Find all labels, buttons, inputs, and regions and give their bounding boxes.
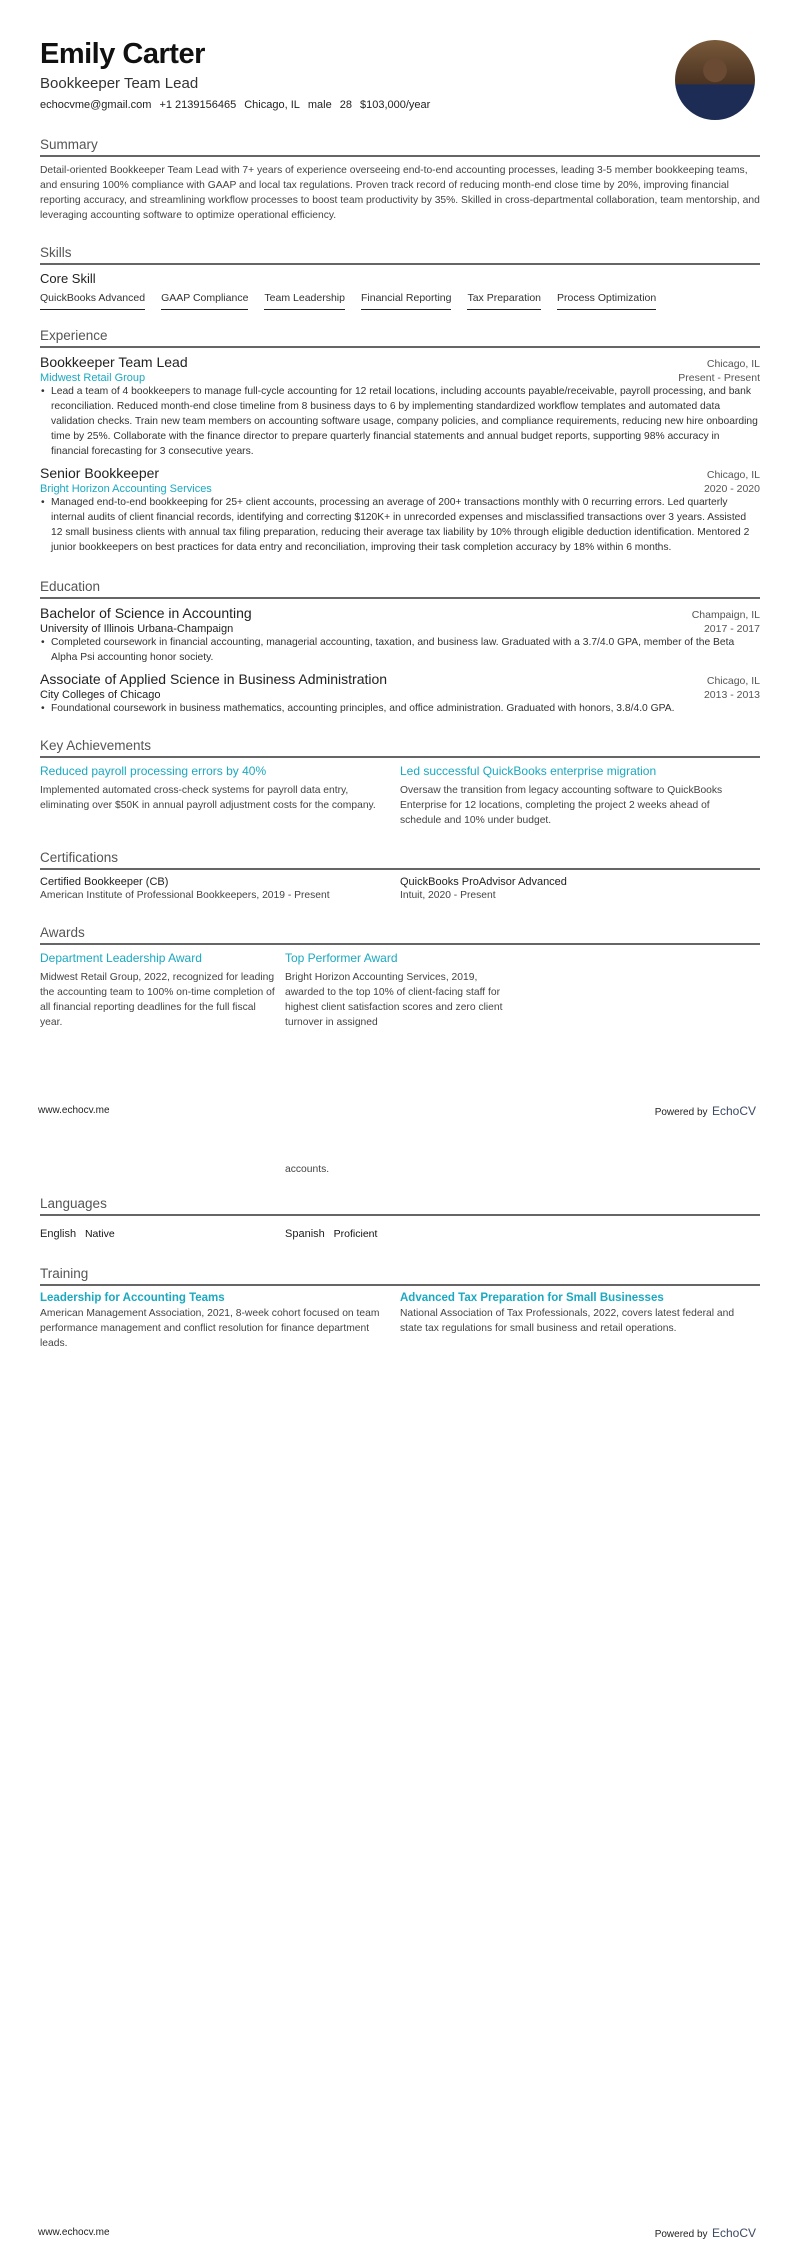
certification-detail: American Institute of Professional Bookkeepers, 2019 - Present (40, 890, 330, 901)
degree: Bachelor of Science in Accounting (40, 605, 252, 621)
language-name: English (40, 1228, 77, 1240)
job-location: Chicago, IL (706, 358, 760, 370)
school-name: City Colleges of Chicago (40, 689, 161, 701)
award-item (285, 951, 530, 1030)
training-title: Advanced Tax Preparation for Small Businesses (400, 1292, 664, 1304)
certification-detail: Intuit, 2020 - Present (400, 890, 496, 901)
company-name: Midwest Retail Group (40, 372, 146, 384)
skill-chip: Financial Reporting (361, 292, 451, 310)
phone[interactable]: +1 2139156465 (159, 99, 237, 111)
summary-text: Detail-oriented Bookkeeper Team Lead with 7+ years of experience overseeing end-to-end accounting processes, leading 3-5 member bookkeeping teams, and ensuring 100% compliance with GAAP and local tax regulations. Proven track record of reducing month-end close time by 20%, improving financial reporting accuracy, and streamlining workflow processes to boost team productivity by 35%. Skilled in cross-departmental collaboration, team mentorship, and leveraging accounting software to optimize operational efficiency. (40, 165, 760, 221)
achievement-item (400, 764, 760, 828)
achievement-item (40, 764, 400, 828)
language-level: Proficient (333, 1228, 378, 1240)
skills-heading: Skills (40, 245, 760, 265)
education-bullet: • Foundational coursework in business mathematics, accounting principles, and office administration. Graduated with honors, 3.8/4.0 GPA. (40, 701, 760, 716)
degree: Associate of Applied Science in Business Administration (40, 671, 388, 687)
footer-site-link[interactable]: www.echocv.me (38, 1105, 110, 1116)
footer-site-link[interactable]: www.echocv.me (38, 2227, 110, 2238)
school-location: Champaign, IL (691, 609, 760, 621)
language-item (40, 1224, 285, 1242)
training-text: National Association of Tax Professionals, 2022, covers latest federal and state tax regulations for small business and retail operations. (400, 1308, 735, 1334)
training-heading: Training (40, 1266, 760, 1286)
award-text: Midwest Retail Group, 2022, recognized for leading the accounting team to 100% on-time completion of all financial reporting deadlines for the full fiscal year. (40, 972, 275, 1028)
certification-name: Certified Bookkeeper (CB) (40, 876, 169, 888)
achievement-text: Oversaw the transition from legacy accounting software to QuickBooks Enterprise for 12 locations, completing the project 2 weeks ahead of schedule and 10% under budget. (400, 785, 723, 826)
language-name: Spanish (285, 1228, 325, 1240)
skill-chip: QuickBooks Advanced (40, 292, 145, 310)
certification-item (40, 876, 400, 903)
echocv-logo: EchoCV (711, 1104, 756, 1118)
job-location: Chicago, IL (706, 469, 760, 481)
language-level: Native (84, 1228, 115, 1240)
job-dates: 2020 - 2020 (703, 483, 760, 495)
education-heading: Education (40, 579, 760, 599)
echocv-logo: EchoCV (711, 2226, 756, 2240)
training-item (400, 1292, 760, 1351)
training-title: Leadership for Accounting Teams (40, 1292, 225, 1304)
job-bullet: • Managed end-to-end bookkeeping for 25+ client accounts, processing an average of 200+ transactions monthly with 0 recurring errors. Led quarterly internal audits of client financial records, identifying and correcting $120K+ in unrecorded expenses and misclassified transactions over 3 years. Assisted 12 small business clients with annual tax filing preparation, reducing their average tax liability by 10% through eligible deduction identification. Mentored 2 junior bookkeepers on best practices for data entry and reconciliation, improving their task completion accuracy by 18% within 6 months. (40, 495, 760, 555)
award-title: Top Performer Award (285, 951, 398, 965)
skill-group-title: Core Skill (40, 271, 96, 286)
training-item (40, 1292, 400, 1351)
candidate-name: Emily Carter (40, 38, 205, 70)
training-text: American Management Association, 2021, 8-week cohort focused on team performance management and conflict resolution for finance department leads. (40, 1308, 380, 1349)
salary: $103,000/year (359, 99, 431, 111)
achievement-text: Implemented automated cross-check systems for payroll data entry, eliminating over $50K in annual payroll adjustment costs for the company. (40, 785, 376, 811)
education-item (40, 605, 760, 665)
education-dates: 2017 - 2017 (703, 623, 760, 635)
education-item (40, 671, 760, 716)
experience-heading: Experience (40, 328, 760, 348)
candidate-title: Bookkeeper Team Lead (40, 75, 199, 92)
experience-item (40, 465, 760, 555)
language-item (285, 1224, 530, 1242)
award-text-continued: accounts. (285, 1164, 330, 1175)
award-text: Bright Horizon Accounting Services, 2019, awarded to the top 10% of client-facing staff for highest client satisfaction scores and zero client turnover in assigned (285, 972, 503, 1028)
school-name: University of Illinois Urbana-Champaign (40, 623, 234, 635)
page-1 (40, 38, 760, 1030)
education-bullet: • Completed coursework in financial accounting, managerial accounting, taxation, and business law. Graduated with a 3.7/4.0 GPA, member of the Beta Alpha Psi accounting honor society. (40, 635, 760, 665)
job-bullet: • Lead a team of 4 bookkeepers to manage full-cycle accounting for 12 retail locations, including accounts payable/receivable, payroll processing, and bank reconciliation. Reduced month-end close timeline from 8 business days to 6 by implementing standardized workflow templates and automated data validation checks. Train new team members on accounting software usage, company policies, and compliance requirements, reducing new hire onboarding time by 25%. Collaborate with the finance director to prepare quarterly financial statements and annual budget reports, supporting 98% accuracy in financial forecasting for 3 consecutive years. (40, 384, 760, 459)
school-location: Chicago, IL (706, 675, 760, 687)
skill-chip: Process Optimization (557, 292, 656, 310)
powered-by-text: Powered by (654, 2229, 708, 2240)
awards-heading: Awards (40, 925, 760, 945)
email[interactable]: echocvme@gmail.com (40, 99, 152, 111)
certifications-heading: Certifications (40, 850, 760, 870)
education-dates: 2013 - 2013 (703, 689, 760, 701)
gender: male (307, 99, 332, 111)
award-title: Department Leadership Award (40, 951, 202, 965)
languages-heading: Languages (40, 1196, 760, 1216)
skill-chip: GAAP Compliance (161, 292, 248, 310)
skill-chip: Team Leadership (264, 292, 345, 310)
skill-chip: Tax Preparation (467, 292, 541, 310)
achievement-title: Led successful QuickBooks enterprise migration (400, 764, 657, 778)
achievement-title: Reduced payroll processing errors by 40% (40, 764, 267, 778)
award-item (40, 951, 285, 1030)
company-name: Bright Horizon Accounting Services (40, 483, 212, 495)
job-title: Senior Bookkeeper (40, 465, 160, 481)
footer-powered (655, 1102, 756, 1120)
skill-list (40, 292, 760, 310)
powered-by-text: Powered by (654, 1107, 708, 1118)
footer-powered (655, 2224, 756, 2242)
job-dates: Present - Present (678, 372, 760, 384)
page-2 (40, 1174, 760, 1351)
location: Chicago, IL (244, 99, 300, 111)
certification-name: QuickBooks ProAdvisor Advanced (400, 876, 567, 888)
experience-item (40, 354, 760, 459)
summary-heading: Summary (40, 137, 760, 157)
certification-item (400, 876, 760, 903)
contact-line (40, 99, 760, 111)
achievements-heading: Key Achievements (40, 738, 760, 758)
age: 28 (339, 99, 352, 111)
job-title: Bookkeeper Team Lead (40, 354, 188, 370)
